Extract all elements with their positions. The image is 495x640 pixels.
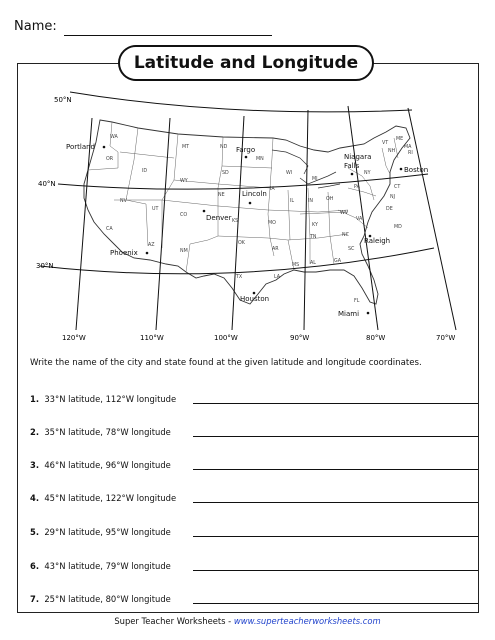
- footer-prefix: Super Teacher Worksheets -: [114, 616, 234, 626]
- answer-line[interactable]: [193, 536, 478, 537]
- lon-label-70: 70°W: [436, 334, 456, 342]
- city-houston-label: Houston: [240, 295, 270, 303]
- state-MS: MS: [292, 263, 300, 268]
- state-KY: KY: [312, 223, 318, 228]
- city-miami-dot: [367, 312, 370, 315]
- state-NH: NH: [388, 149, 396, 154]
- question-text: 25°N latitude, 80°W longitude: [44, 594, 171, 604]
- city-raleigh-dot: [369, 235, 372, 238]
- state-MD: MD: [394, 225, 402, 230]
- lon-label-110: 110°W: [140, 334, 164, 342]
- page-title: Latitude and Longitude: [118, 45, 374, 81]
- state-IA: IA: [270, 187, 275, 192]
- question-text: 43°N latitude, 79°W longitude: [44, 561, 171, 571]
- city-boston-label: Boston: [404, 166, 429, 174]
- state-PA: PA: [354, 185, 360, 190]
- state-WV: WV: [340, 211, 349, 216]
- state-MN: MN: [256, 157, 264, 162]
- lon-label-90: 90°W: [290, 334, 310, 342]
- state-FL: FL: [354, 299, 360, 304]
- state-VA: VA: [356, 217, 363, 222]
- state-KS: KS: [232, 219, 239, 224]
- lon-label-100: 100°W: [214, 334, 238, 342]
- question-text: 35°N latitude, 78°W longitude: [44, 427, 171, 437]
- state-MI: MI: [312, 177, 318, 182]
- state-NY: NY: [364, 171, 371, 176]
- state-UT: UT: [152, 207, 159, 212]
- question-row: [30, 561, 460, 575]
- state-MT: MT: [182, 145, 190, 150]
- city-fargo-dot: [245, 156, 248, 159]
- state-VT: VT: [382, 141, 389, 146]
- question-row: [30, 527, 460, 541]
- lat-label-30: 30°N: [36, 262, 54, 270]
- state-OR: OR: [106, 157, 114, 162]
- question-row: [30, 493, 460, 507]
- state-DE: DE: [386, 207, 393, 212]
- lon-label-80: 80°W: [366, 334, 386, 342]
- state-NC: NC: [342, 233, 349, 238]
- city-niagara-dot: [351, 173, 354, 176]
- city-niagara-label-1: Niagara: [344, 153, 372, 161]
- state-IL: IL: [290, 199, 295, 204]
- state-MO: MO: [268, 221, 276, 226]
- question-number: 6.: [30, 561, 40, 571]
- state-NM: NM: [180, 249, 188, 254]
- city-phoenix-dot: [146, 252, 149, 255]
- state-CO: CO: [180, 213, 188, 218]
- question-number: 4.: [30, 493, 40, 503]
- state-RI: RI: [408, 151, 413, 156]
- question-text: 33°N latitude, 112°W longitude: [44, 394, 177, 404]
- question-row: [30, 460, 460, 474]
- city-lincoln-label: Lincoln: [242, 190, 267, 198]
- great-lakes: [272, 150, 340, 188]
- answer-line[interactable]: [193, 570, 478, 571]
- state-TN: TN: [310, 235, 317, 240]
- question-text: 29°N latitude, 95°W longitude: [44, 527, 171, 537]
- state-TX: TX: [236, 275, 243, 280]
- state-LA: LA: [274, 275, 281, 280]
- state-ID: ID: [142, 169, 148, 174]
- state-GA: GA: [334, 259, 341, 264]
- question-number: 2.: [30, 427, 40, 437]
- state-OK: OK: [238, 241, 245, 246]
- question-number: 5.: [30, 527, 40, 537]
- question-row: [30, 394, 460, 408]
- state-ME: ME: [396, 137, 404, 142]
- name-answer-line[interactable]: [64, 35, 272, 36]
- state-AL: AL: [310, 261, 316, 266]
- question-number: 7.: [30, 594, 40, 604]
- question-text: 46°N latitude, 96°W longitude: [44, 460, 171, 470]
- city-raleigh-label: Raleigh: [364, 237, 391, 245]
- state-WA: WA: [110, 135, 118, 140]
- name-label: Name:: [14, 19, 57, 34]
- city-portland-label: Portland: [66, 143, 95, 151]
- state-OH: OH: [326, 197, 334, 202]
- question-text: 45°N latitude, 122°W longitude: [44, 493, 177, 503]
- answer-line[interactable]: [193, 403, 478, 404]
- us-map: [18, 88, 458, 346]
- state-ND: ND: [220, 145, 228, 150]
- state-MA: MA: [404, 145, 412, 150]
- city-denver-label: Denver: [206, 214, 232, 222]
- question-number: 3.: [30, 460, 40, 470]
- state-WI: WI: [286, 171, 293, 176]
- answer-line[interactable]: [193, 469, 478, 470]
- state-AZ: AZ: [148, 243, 155, 248]
- state-AR: AR: [272, 247, 279, 252]
- city-denver-dot: [203, 210, 206, 213]
- footer-link[interactable]: www.superteacherworksheets.com: [233, 616, 381, 626]
- state-NV: NV: [120, 199, 127, 204]
- lat-label-50: 50°N: [54, 96, 72, 104]
- city-miami-label: Miami: [338, 310, 360, 318]
- city-boston-dot: [400, 168, 403, 171]
- state-IN: IN: [308, 199, 314, 204]
- state-NJ: NJ: [390, 195, 396, 200]
- question-row: [30, 427, 460, 441]
- lon-label-120: 120°W: [62, 334, 86, 342]
- state-CA: CA: [106, 227, 113, 232]
- city-phoenix-label: Phoenix: [110, 249, 138, 257]
- city-niagara-label-2: Falls: [344, 162, 360, 170]
- city-fargo-label: Fargo: [236, 146, 256, 154]
- question-row: [30, 594, 460, 608]
- answer-line[interactable]: [193, 603, 478, 604]
- lat-label-40: 40°N: [38, 180, 56, 188]
- state-SD: SD: [222, 171, 229, 176]
- state-SC: SC: [348, 247, 355, 252]
- state-CT: CT: [394, 185, 401, 190]
- state-WY: WY: [180, 179, 188, 184]
- state-NE: NE: [218, 193, 225, 198]
- answer-line[interactable]: [193, 502, 478, 503]
- city-lincoln-dot: [249, 202, 252, 205]
- city-portland-dot: [103, 146, 106, 149]
- city-houston-dot: [253, 292, 256, 295]
- question-number: 1.: [30, 394, 40, 404]
- instructions: Write the name of the city and state found at the given latitude and longitude coordinates.: [30, 358, 422, 368]
- footer: [0, 616, 495, 626]
- answer-line[interactable]: [193, 436, 478, 437]
